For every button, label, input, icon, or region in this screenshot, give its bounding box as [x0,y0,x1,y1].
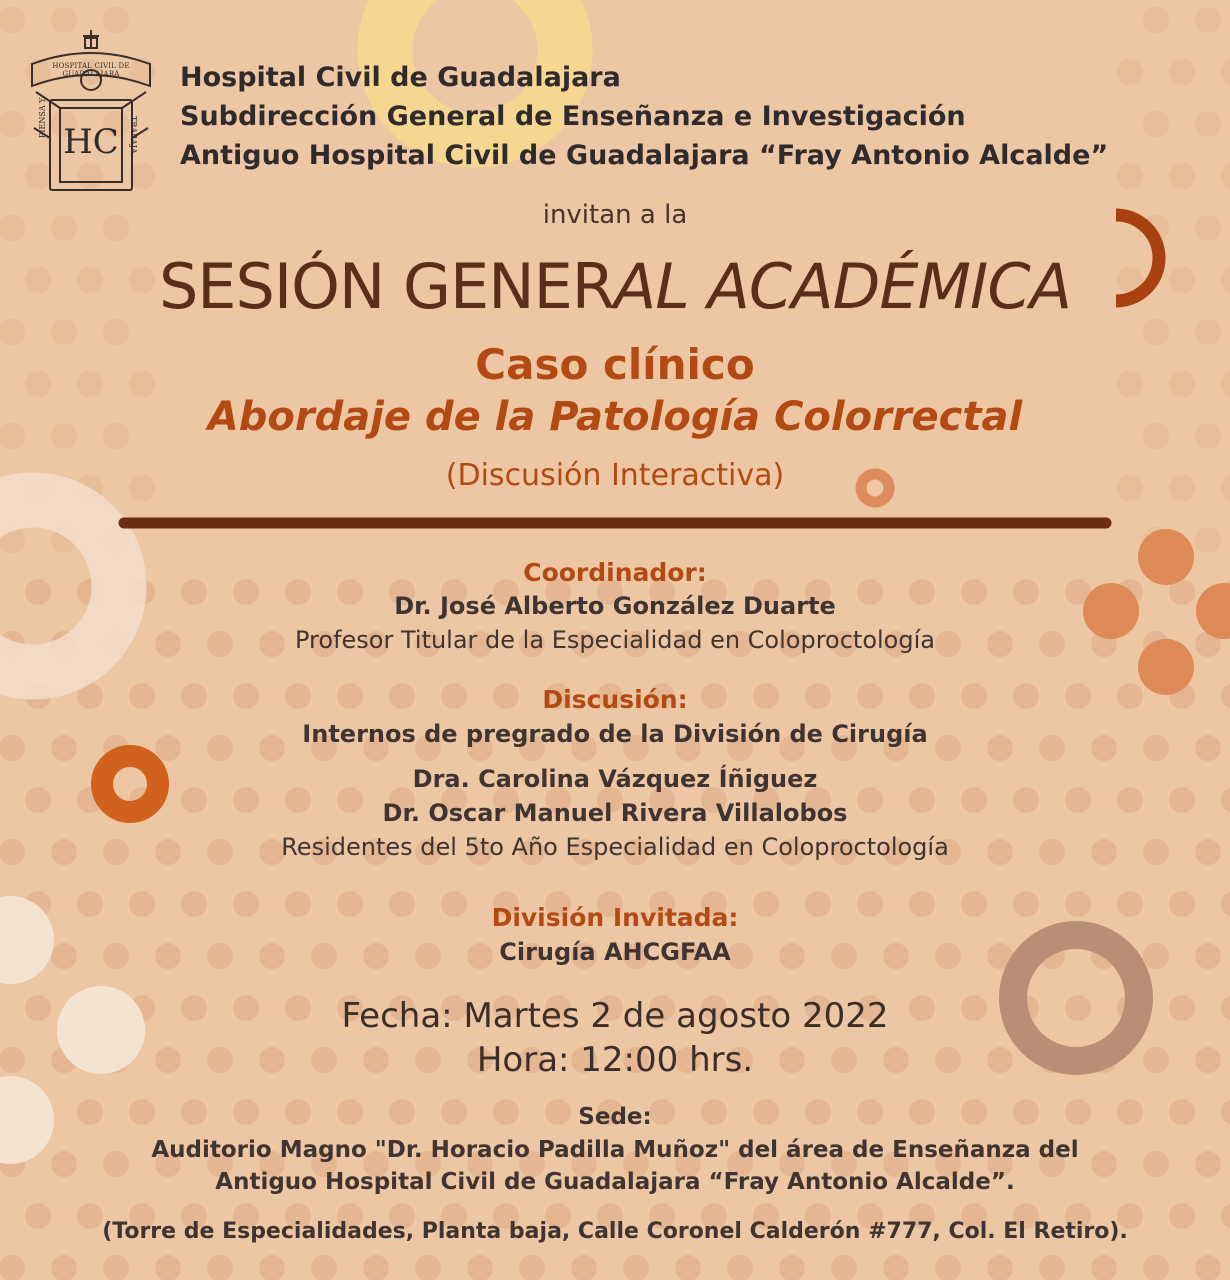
coordinator-role: Profesor Titular de la Especialidad en Coloproctología [295,626,935,654]
crest-side-right-text: TRABAJA [129,116,138,154]
header-line-antiguo: Antiguo Hospital Civil de Guadalajara “Fray Antonio Alcalde” [180,140,1109,171]
pattern-dot [1091,1255,1117,1280]
discussion-role: Residentes del 5to Año Especialidad en Coloproctología [281,833,949,861]
pattern-dot [1169,59,1195,85]
discussion-label: Discusión: [542,685,688,714]
pattern-dot [0,111,25,137]
pattern-dot [415,1255,441,1280]
venue-line-2: Antiguo Hospital Civil de Guadalajara “Fray Antonio Alcalde”. [215,1169,1015,1195]
pattern-dot [207,1255,233,1280]
pattern-dot [831,1255,857,1280]
pattern-dot [1221,163,1230,189]
discussion-name-2: Dr. Oscar Manuel Rivera Villalobos [382,799,848,827]
case-kind: Caso clínico [475,340,755,389]
pattern-dot [259,1255,285,1280]
pattern-dot [1195,111,1221,137]
pattern-dot [155,1255,181,1280]
pattern-dot [1143,1255,1169,1280]
event-date: Fecha: Martes 2 de agosto 2022 [341,996,889,1036]
event-title [0,250,1230,323]
pattern-dot [1169,163,1195,189]
case-format: (Discusión Interactiva) [445,458,785,493]
pattern-dot [1039,1255,1065,1280]
venue-address: (Torre de Especialidades, Planta baja, Calle Coronel Calderón #777, Col. El Retiro). [102,1219,1128,1244]
pattern-dot [0,7,25,33]
pattern-dot [675,1255,701,1280]
venue-label: Sede: [578,1104,652,1130]
pattern-dot [1195,1255,1221,1280]
pattern-dot [1143,7,1169,33]
pattern-dot [311,1255,337,1280]
pattern-dot [519,1255,545,1280]
pattern-dot [467,1255,493,1280]
event-time: Hora: 12:00 hrs. [476,1040,754,1080]
event-title-part2: AL ACADÉMICA [613,250,1072,323]
pattern-dot [1143,111,1169,137]
pattern-dot [935,1255,961,1280]
pattern-dot [623,1255,649,1280]
venue-line-1: Auditorio Magno "Dr. Horacio Padilla Muñoz" del área de Enseñanza del [151,1137,1079,1163]
header-line-subdirection: Subdirección General de Enseñanza e Investigación [180,101,966,132]
coordinator-label: Coordinador: [523,558,707,587]
pattern-dot [1117,59,1143,85]
pattern-dot [0,1255,25,1280]
event-title-part1: SESIÓN GENER [158,250,614,323]
pattern-dot [883,1255,909,1280]
pattern-dot [779,1255,805,1280]
discussion-group: Internos de pregrado de la División de Cirugía [302,720,928,748]
pattern-dot [1221,59,1230,85]
invite-text: invitan a la [542,200,688,230]
pattern-dot [727,1255,753,1280]
pattern-dot [1195,527,1221,553]
discussion-name-1: Dra. Carolina Vázquez Íñiguez [412,765,818,793]
hospital-crest-logo [26,28,156,194]
case-topic: Abordaje de la Patología Colorrectal [207,394,1023,440]
header-line-hospital: Hospital Civil de Guadalajara [180,62,621,93]
crest-ring-text: HOSPITAL CIVIL DE GUADALAJARA [52,62,130,78]
pattern-dot [363,1255,389,1280]
crest-monogram: HC [63,122,119,162]
crest-side-left-text: PIENSA Y [38,97,47,138]
pattern-dot [51,1255,77,1280]
coordinator-name: Dr. José Alberto González Duarte [394,592,836,620]
invited-division-label: División Invitada: [491,903,739,932]
pattern-dot [571,1255,597,1280]
pattern-dot [1195,7,1221,33]
pattern-dot [987,1255,1013,1280]
invited-division-value: Cirugía AHCGFAA [499,938,731,966]
pattern-dot [1117,163,1143,189]
pattern-dot [103,1255,129,1280]
